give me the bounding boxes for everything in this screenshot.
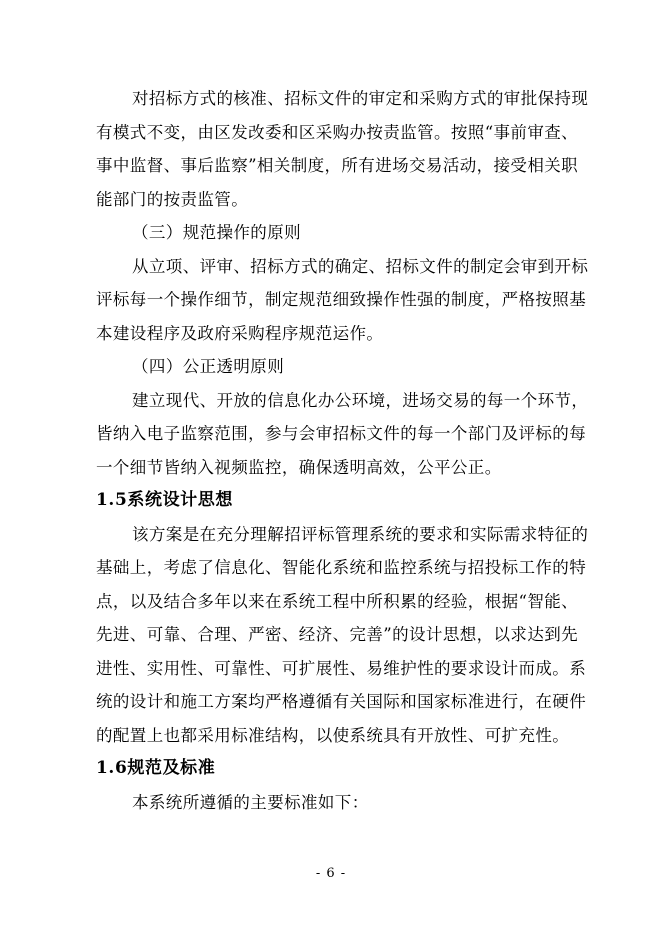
body-line: 本系统所遵循的主要标准如下： (132, 792, 369, 812)
body-line: 本建设程序及政府采购程序规范运作。 (96, 323, 384, 343)
body-line: 先进、可靠、合理、严密、经济、完善”的设计思想，以求达到先 (96, 625, 579, 644)
subsection-heading: （三）规范操作的原则 (132, 223, 301, 242)
section-heading: 1.6规范及标准 (96, 758, 216, 778)
body-line: 有模式不变，由区发改委和区采购办按责监管。按照“事前审查、 (96, 122, 579, 142)
page-number: - 6 - (315, 866, 347, 881)
body-line: 点，以及结合多年以来在系统工程中所积累的经验，根据“智能、 (96, 591, 579, 611)
body-line: 能部门的按责监管。 (96, 189, 249, 209)
body-line: 的配置上也都采用标准结构，以使系统具有开放性、可扩充性。 (96, 725, 570, 745)
body-line: 建立现代、开放的信息化办公环境，进场交易的每一个环节， (132, 390, 589, 410)
body-line: 事中监督、事后监察”相关制度，所有进场交易活动，接受相关职 (96, 156, 579, 175)
document-body (96, 82, 589, 819)
body-line: 一个细节皆纳入视频监控，确保透明高效，公平公正。 (96, 457, 502, 477)
body-line: 对招标方式的核准、招标文件的审定和采购方式的审批保持现 (132, 89, 589, 108)
body-line: 基础上，考虑了信息化、智能化系统和监控系统与招投标工作的特 (96, 558, 587, 577)
body-line: 皆纳入电子监察范围，参与会审招标文件的每一个部门及评标的每 (96, 424, 587, 443)
body-line: 从立项、评审、招标方式的确定、招标文件的制定会审到开标 (132, 256, 589, 276)
body-line: 统的设计和施工方案均严格遵循有关国际和国家标准进行，在硬件 (96, 692, 587, 711)
section-heading: 1.5系统设计思想 (96, 490, 233, 510)
subsection-heading: （四）公正透明原则 (132, 357, 285, 376)
body-line: 该方案是在充分理解招评标管理系统的要求和实际需求特征的 (132, 524, 589, 544)
body-line: 评标每一个操作细节，制定规范细致操作性强的制度，严格按照基 (96, 290, 587, 309)
body-line: 进性、实用性、可靠性、可扩展性、易维护性的要求设计而成。系 (96, 658, 587, 678)
